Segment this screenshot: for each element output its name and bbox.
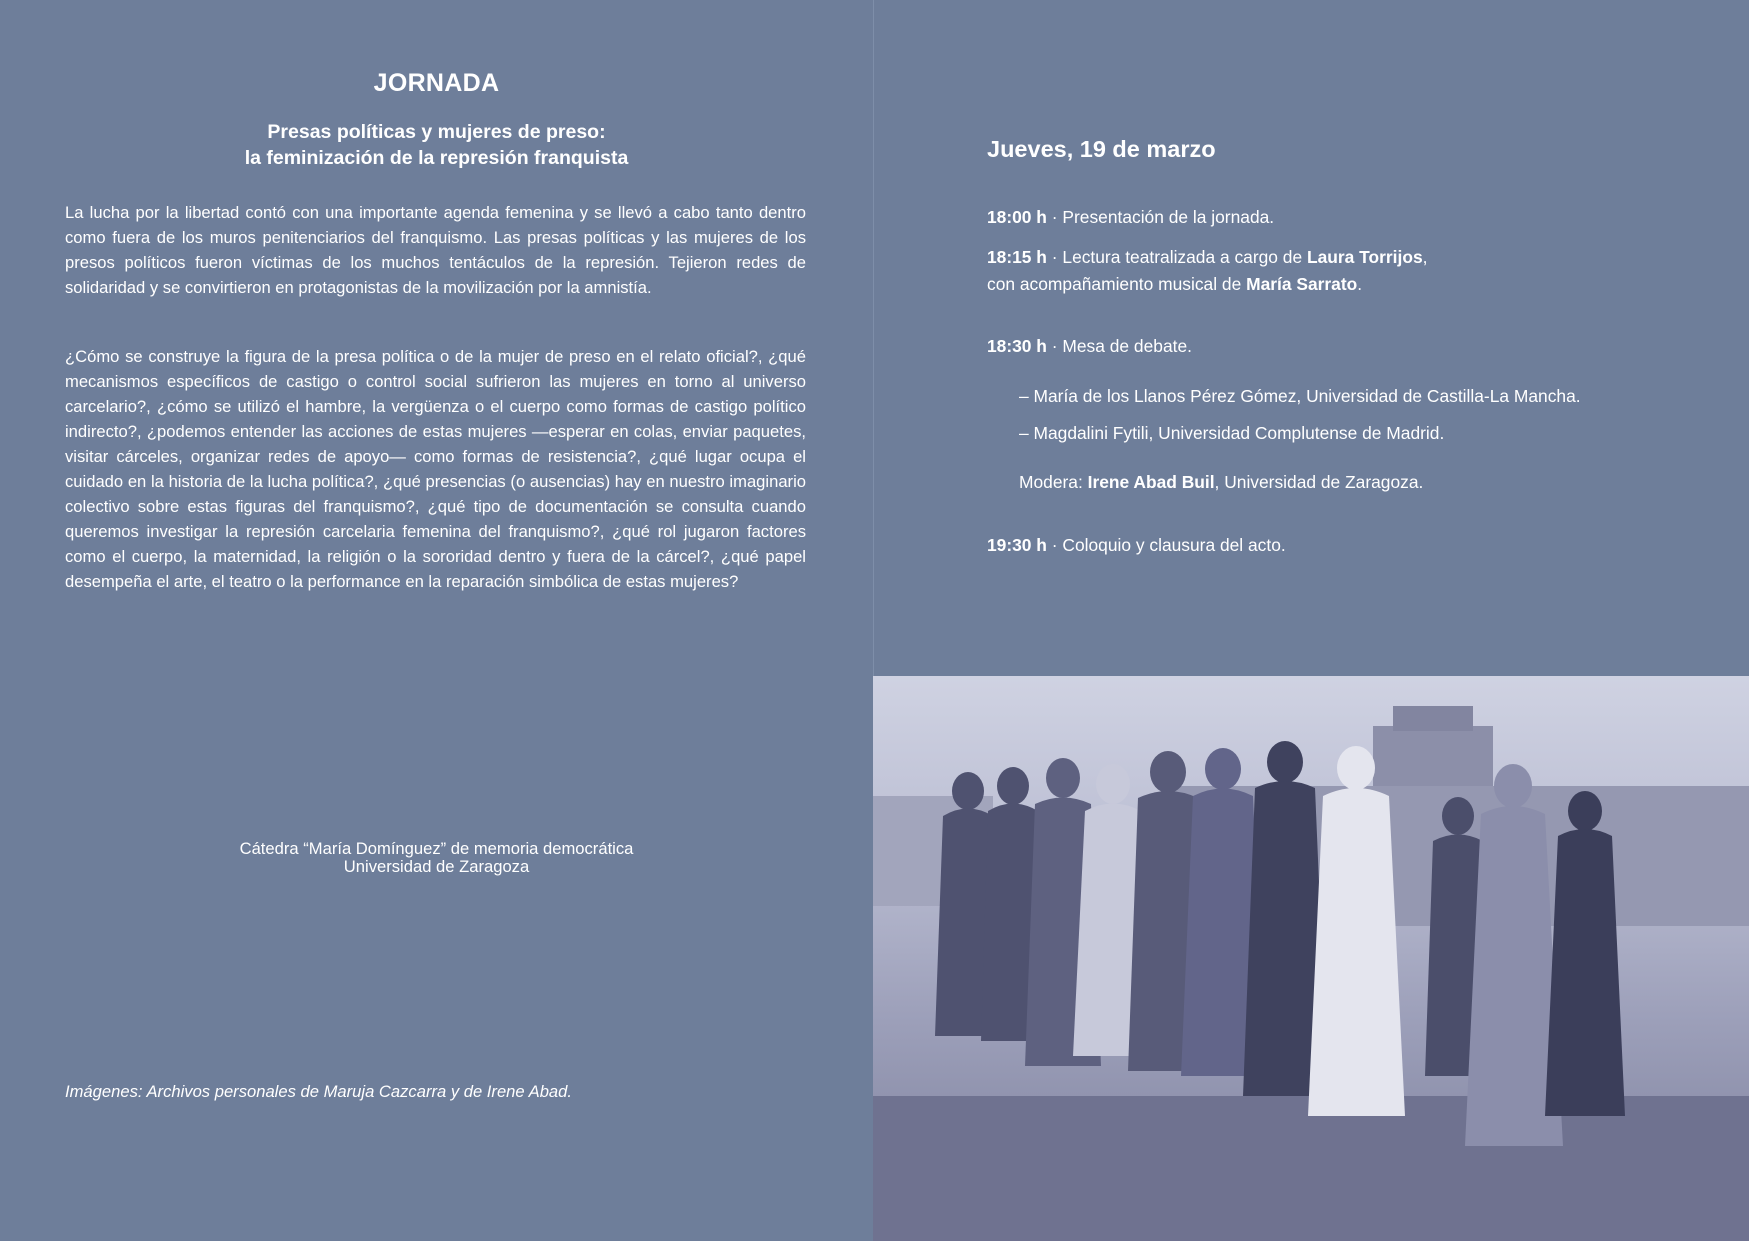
event-subtitle (0, 119, 873, 171)
questions-paragraph: ¿Cómo se construye la figura de la presa política o de la mujer de preso en el relato oficial?, ¿qué mecanismos específicos de castigo o control social sufrieron las mujeres en torno al universo carcelario?, ¿cómo se utilizó el hambre, la vergüenza o el cuerpo como formas de castigo político indirecto?, ¿podemos entender las acciones de estas mujeres —esperar en colas, enviar paquetes, visitar cárceles, organizar redes de apoyo— como formas de resistencia?, ¿qué lugar ocupa el cuidado en la historia de la lucha política?, ¿qué presencias (o ausencias) hay en nuestro imaginario colectivo sobre estas figuras del franquismo?, ¿qué tipo de documentación se consulta cuando queremos investigar la represión carcelaria femenina del franquismo?, ¿qué rol jugaron factores como el cuerpo, la maternidad, la religión o la sororidad dentro y fuera de la cárcel?, ¿qué papel desempeña el arte, el teatro o la performance en la reparación simbólica de estas mujeres? (65, 347, 806, 591)
musician-name: María Sarrato (1246, 274, 1358, 294)
page-title: JORNADA (373, 69, 500, 97)
moderator-affiliation: , Universidad de Zaragoza. (1214, 472, 1424, 492)
program-time: 18:30 h (987, 336, 1047, 356)
program-text: · Lectura teatralizada a cargo de (1046, 247, 1307, 267)
program-text-punct: , (1422, 247, 1428, 267)
program-item (987, 244, 1427, 298)
organizer-chair: Cátedra “María Domínguez” de memoria democrática (239, 839, 634, 858)
program-item (987, 532, 1286, 559)
program-text-punct: . (1357, 274, 1363, 294)
tower-top (1393, 706, 1473, 731)
moderator-label: Modera: (1019, 472, 1088, 492)
ground (873, 1096, 1749, 1241)
page-fold (873, 0, 874, 680)
program-text: · Presentación de la jornada. (1046, 207, 1275, 227)
program-item (987, 204, 1274, 231)
group-photo-illustration (873, 676, 1749, 1241)
moderator-name: Irene Abad Buil (1087, 472, 1215, 492)
organizer-university: Universidad de Zaragoza (343, 857, 530, 876)
program-item (987, 333, 1192, 360)
program-time: 18:15 h (987, 247, 1047, 267)
intro-paragraph: La lucha por la libertad contó con una importante agenda femenina y se llevó a cabo tanto dentro como fuera de los muros penitenciarios del franquismo. Las presas políticas y las mujeres de los presos políticos fueron víctimas de los muchos tentáculos de la represión. Tejieron redes de solidaridad y se convirtieron en protagonistas de la movilización por la amnistía. (65, 203, 806, 297)
moderator-line (1019, 469, 1423, 496)
program-text: · Coloquio y clausura del acto. (1046, 535, 1286, 555)
performer-name: Laura Torrijos (1306, 247, 1423, 267)
panelist-item: – María de los Llanos Pérez Gómez, Universidad de Castilla-La Mancha. (1019, 386, 1581, 406)
image-credits: Imágenes: Archivos personales de Maruja Cazcarra y de Irene Abad. (65, 1082, 572, 1101)
program-time: 19:30 h (987, 535, 1047, 555)
organizer-block (0, 840, 873, 876)
women-group (935, 741, 1625, 1146)
program-text: · Mesa de debate. (1046, 336, 1192, 356)
archival-group-photo (873, 676, 1749, 1241)
event-date: Jueves, 19 de marzo (987, 136, 1216, 162)
program-text: con acompañamiento musical de (987, 274, 1247, 294)
subtitle-line-2: la feminización de la represión franquista (244, 147, 629, 169)
panelist-item: – Magdalini Fytili, Universidad Complutense de Madrid. (1019, 423, 1445, 443)
subtitle-line-1: Presas políticas y mujeres de preso: (267, 121, 606, 143)
program-time: 18:00 h (987, 207, 1047, 227)
